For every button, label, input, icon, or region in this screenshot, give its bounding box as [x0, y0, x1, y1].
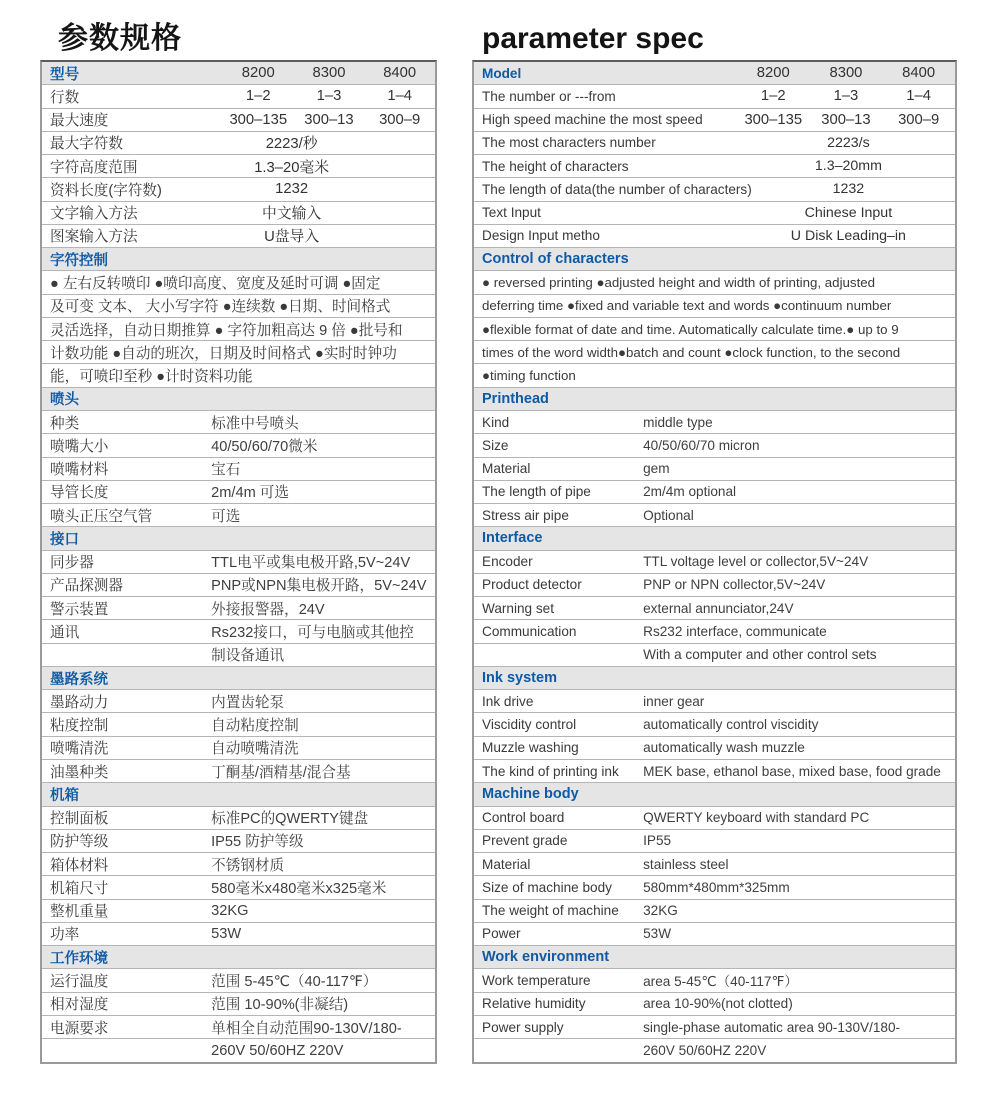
table-row	[474, 969, 955, 992]
row-value: Rs232接口，可与电脑或其他控	[211, 625, 414, 641]
section-title: Printhead	[482, 390, 549, 407]
table-row	[474, 551, 955, 574]
row-value: 单相全自动范围90-130V/180-	[211, 1020, 402, 1037]
model-value: 300–135	[744, 111, 803, 128]
row-label: 粘度控制	[50, 718, 109, 735]
table-row	[474, 271, 955, 294]
section-title: 接口	[50, 531, 79, 548]
row-value: automatically control viscidity	[643, 717, 819, 733]
row-value: Chinese Input	[804, 204, 893, 221]
row-label: 文字输入方法	[50, 206, 138, 223]
table-row	[474, 318, 955, 341]
row-value: single-phase automatic area 90-130V/180-	[643, 1019, 901, 1035]
table-row	[42, 364, 435, 387]
row-label: 通讯	[50, 625, 80, 641]
row-label: Material	[482, 461, 531, 477]
section-header-row	[42, 388, 435, 411]
table-row	[42, 830, 435, 853]
row-value: automatically wash muzzle	[643, 740, 805, 756]
row-value: TTL voltage level or collector,5V~24V	[643, 554, 869, 570]
table-row	[474, 900, 955, 923]
table-row	[474, 178, 955, 201]
table-row	[474, 597, 955, 620]
row-label: Relative humidity	[482, 996, 586, 1012]
row-value: 1.3–20毫米	[254, 159, 330, 176]
row-label: 产品探测器	[50, 578, 123, 595]
row-label: 电源要求	[50, 1020, 109, 1037]
table-row	[474, 434, 955, 457]
row-value: 标准PC的QWERTY键盘	[211, 811, 369, 828]
table-row	[474, 760, 955, 783]
row-label: Product detector	[482, 577, 582, 593]
table-row	[42, 644, 435, 667]
row-value: 制设备通讯	[211, 648, 285, 665]
feature-text: ● 左右反转喷印 ●喷印高度、宽度及延时可调 ●固定	[50, 276, 381, 293]
row-label: Ink drive	[482, 693, 534, 709]
row-value: 260V 50/60HZ 220V	[211, 1042, 344, 1059]
row-label: 控制面板	[50, 811, 109, 828]
row-label: 资料长度(字符数)	[50, 182, 162, 199]
row-value: 580毫米x480毫米x325毫米	[211, 880, 387, 897]
table-row	[474, 62, 955, 85]
row-value: 宝石	[211, 462, 241, 479]
row-value: 40/50/60/70微米	[211, 438, 318, 455]
model-value: 8400	[383, 65, 417, 82]
section-header-row	[42, 527, 435, 550]
row-label: 相对湿度	[50, 997, 109, 1014]
row-value: TTL电平或集电极开路,5V~24V	[211, 555, 411, 572]
row-label: Communication	[482, 624, 577, 639]
table-row	[474, 830, 955, 853]
feature-text: 灵活选择，自动日期推算 ● 字符加粗高达 9 倍 ●批号和	[50, 322, 403, 339]
feature-text: 计数功能 ●自动的班次，日期及时间格式 ●实时时钟功	[50, 345, 397, 362]
row-value: 标准中号喷头	[211, 415, 299, 432]
feature-text: ●flexible format of date and time. Automatically calculate time.● up to 9	[482, 321, 899, 337]
feature-text: ●timing function	[482, 368, 576, 384]
table-row	[474, 713, 955, 736]
model-value: 8300	[312, 65, 346, 82]
row-value: 1232	[832, 181, 865, 198]
table-row	[42, 271, 435, 294]
row-label: Design Input metho	[482, 228, 600, 244]
section-title: Ink system	[482, 670, 557, 687]
section-header-row	[474, 388, 955, 411]
row-value: 中文输入	[262, 206, 322, 223]
row-label: 油墨种类	[50, 764, 109, 781]
row-label: 警示装置	[50, 601, 109, 618]
table-row	[42, 1016, 435, 1039]
table-row	[42, 481, 435, 504]
english-spec-column	[472, 22, 957, 1064]
table-row	[474, 1016, 955, 1039]
table-row	[474, 807, 955, 830]
table-row	[42, 109, 435, 132]
chinese-spec-table	[40, 60, 437, 1064]
table-row	[474, 295, 955, 318]
row-value: 范围 10-90%(非凝结)	[211, 997, 349, 1014]
row-label: 同步器	[50, 555, 94, 572]
model-value: 1–3	[833, 88, 859, 105]
section-header-row	[42, 248, 435, 271]
row-value: IP55	[643, 833, 672, 849]
row-label: The most characters number	[482, 135, 656, 151]
section-title: 工作环境	[50, 950, 108, 967]
table-row	[42, 178, 435, 201]
section-header-row	[474, 248, 955, 271]
section-title: Control of characters	[482, 251, 629, 268]
row-label: The weight of machine	[482, 903, 619, 919]
row-label: Viscidity control	[482, 717, 577, 733]
row-label: 机箱尺寸	[50, 880, 109, 897]
row-label: Stress air pipe	[482, 507, 569, 523]
table-row	[42, 1039, 435, 1062]
row-value: 自动粘度控制	[211, 718, 299, 735]
row-label: Muzzle washing	[482, 740, 579, 756]
row-label: 字符高度范围	[50, 159, 138, 176]
feature-text: ● reversed printing ●adjusted height and width of printing, adjusted	[482, 275, 876, 291]
row-label: 整机重量	[50, 904, 109, 921]
feature-text: 能，可喷印至秒 ●计时资料功能	[50, 369, 253, 386]
section-title: Machine body	[482, 786, 579, 803]
table-row	[42, 853, 435, 876]
table-row	[42, 713, 435, 736]
row-label: Size	[482, 437, 509, 453]
row-value: IP55 防护等级	[211, 834, 304, 851]
table-row	[42, 295, 435, 318]
model-value: 300–9	[898, 111, 940, 128]
row-label: Warning set	[482, 600, 555, 616]
row-value: 可选	[211, 508, 241, 525]
row-label: 最大速度	[50, 113, 109, 130]
row-label: 喷嘴大小	[50, 438, 109, 455]
row-label: 喷嘴材料	[50, 462, 109, 479]
row-label: 防护等级	[50, 834, 109, 851]
feature-text: times of the word width●batch and count ●clock function, to the second	[482, 344, 901, 360]
row-value: 32KG	[211, 902, 249, 919]
table-row	[474, 155, 955, 178]
table-row	[474, 690, 955, 713]
row-label: 箱体材料	[50, 857, 109, 874]
table-row	[42, 807, 435, 830]
table-row	[474, 644, 955, 667]
section-header-row	[42, 667, 435, 690]
row-value: external annunciator,24V	[643, 600, 794, 616]
table-row	[474, 109, 955, 132]
section-title: 字符控制	[50, 252, 108, 269]
table-row	[42, 504, 435, 527]
row-value: 2223/秒	[265, 136, 318, 153]
table-row	[474, 574, 955, 597]
table-row	[42, 85, 435, 108]
section-title: Work environment	[482, 949, 610, 966]
section-title: 机箱	[50, 787, 79, 804]
table-row	[42, 202, 435, 225]
english-spec-table	[472, 60, 957, 1064]
row-value: PNP或NPN集电极开路，5V~24V	[211, 578, 427, 595]
section-title: 墨路系统	[50, 671, 108, 688]
table-row	[42, 411, 435, 434]
model-value: 300–9	[379, 111, 421, 128]
table-row	[474, 225, 955, 248]
table-row	[42, 993, 435, 1016]
model-value: 1–3	[316, 88, 342, 105]
section-header-row	[42, 783, 435, 806]
row-label: Model	[482, 65, 522, 81]
row-label: 喷头正压空气管	[50, 508, 153, 525]
table-row	[474, 411, 955, 434]
row-value: 2m/4m 可选	[211, 485, 289, 502]
row-value: 1232	[275, 181, 309, 198]
row-value: 范围 5-45℃（40-117℉）	[211, 973, 378, 990]
row-label: 型号	[50, 66, 80, 83]
row-label: 导管长度	[50, 485, 109, 502]
table-row	[42, 690, 435, 713]
table-row	[474, 341, 955, 364]
table-row	[42, 341, 435, 364]
table-row	[42, 155, 435, 178]
row-value: area 5-45℃（40-117℉）	[643, 974, 799, 990]
row-value: U Disk Leading–in	[790, 227, 906, 244]
table-row	[474, 620, 955, 643]
row-label: 最大字符数	[50, 136, 123, 153]
row-value: gem	[643, 461, 670, 477]
row-value: 53W	[643, 926, 672, 942]
row-value: 580mm*480mm*325mm	[643, 879, 790, 895]
row-value: 32KG	[643, 903, 678, 919]
section-header-row	[474, 527, 955, 550]
model-value: 8400	[902, 65, 936, 82]
model-value: 1–2	[245, 88, 271, 105]
table-row	[474, 923, 955, 946]
row-value: 2m/4m optional	[643, 484, 737, 500]
section-title: Interface	[482, 530, 543, 547]
row-label: 行数	[50, 89, 80, 106]
row-label: High speed machine the most speed	[482, 112, 703, 128]
page-title-english: parameter spec	[482, 22, 704, 55]
row-value: 外接报警器，24V	[211, 601, 325, 618]
row-label: The kind of printing ink	[482, 763, 619, 779]
row-label: Work temperature	[482, 972, 591, 988]
table-row	[474, 85, 955, 108]
section-header-row	[474, 783, 955, 806]
row-value: area 10-90%(not clotted)	[643, 996, 793, 1012]
model-value: 300–135	[229, 111, 288, 128]
section-header-row	[42, 946, 435, 969]
table-row	[42, 225, 435, 248]
row-label: 种类	[50, 415, 80, 432]
table-row	[42, 318, 435, 341]
model-value: 1–4	[906, 88, 931, 105]
table-row	[42, 132, 435, 155]
feature-text: deferring time ●fixed and variable text and words ●continuum number	[482, 298, 892, 314]
table-row	[42, 620, 435, 643]
section-header-row	[474, 667, 955, 690]
model-value: 300–13	[304, 111, 354, 128]
row-value: 1.3–20mm	[814, 158, 882, 175]
row-value: 40/50/60/70 micron	[643, 437, 760, 453]
model-value: 300–13	[821, 111, 871, 128]
row-label: The height of characters	[482, 158, 629, 174]
table-row	[474, 132, 955, 155]
row-value: middle type	[643, 414, 713, 430]
row-value: 260V 50/60HZ 220V	[643, 1043, 767, 1059]
row-value: 2223/s	[827, 134, 870, 151]
table-row	[474, 993, 955, 1016]
row-label: Power supply	[482, 1019, 564, 1035]
table-row	[42, 876, 435, 899]
model-value: 8200	[756, 65, 790, 82]
row-label: 墨路动力	[50, 694, 109, 711]
table-row	[474, 1039, 955, 1062]
table-row	[474, 202, 955, 225]
table-row	[474, 364, 955, 387]
table-row	[42, 737, 435, 760]
row-value: MEK base, ethanol base, mixed base, food grade	[643, 763, 941, 779]
row-label: Text Input	[482, 205, 541, 221]
row-value: QWERTY keyboard with standard PC	[643, 810, 870, 826]
table-row	[42, 434, 435, 457]
model-value: 1–2	[760, 88, 786, 105]
row-value: 丁酮基/酒精基/混合基	[211, 764, 351, 781]
row-label: 功率	[50, 927, 80, 944]
table-row	[474, 737, 955, 760]
row-value: With a computer and other control sets	[643, 647, 877, 663]
table-row	[42, 574, 435, 597]
table-row	[474, 853, 955, 876]
model-value: 8200	[241, 65, 275, 82]
feature-text: 及可变 文本、 大小写字符 ●连续数 ●日期、时间格式	[50, 299, 391, 316]
model-value: 1–4	[387, 88, 413, 105]
row-value: 53W	[211, 925, 242, 942]
row-value: 内置齿轮泵	[211, 694, 285, 711]
row-label: Kind	[482, 414, 510, 430]
row-label: Encoder	[482, 554, 533, 570]
section-title: 喷头	[50, 392, 79, 409]
table-row	[474, 504, 955, 527]
table-row	[42, 597, 435, 620]
row-value: 不锈钢材质	[211, 857, 285, 874]
table-row	[474, 481, 955, 504]
row-value: 自动喷嘴清洗	[211, 741, 299, 758]
table-row	[42, 900, 435, 923]
row-value: Optional	[643, 507, 694, 523]
row-value: Rs232 interface, communicate	[643, 624, 827, 639]
row-value: stainless steel	[643, 856, 729, 872]
row-label: 图案输入方法	[50, 229, 138, 246]
row-label: Control board	[482, 810, 565, 826]
chinese-spec-column	[40, 22, 437, 1064]
table-row	[474, 876, 955, 899]
row-label: 喷嘴清洗	[50, 741, 109, 758]
model-value: 8300	[829, 65, 863, 82]
page-title-chinese: 参数规格	[58, 22, 182, 55]
table-row	[42, 62, 435, 85]
row-label: The length of data(the number of characters)	[482, 181, 752, 197]
row-label: Power	[482, 926, 521, 942]
row-value: inner gear	[643, 693, 705, 709]
row-label: The length of pipe	[482, 484, 591, 500]
table-row	[42, 760, 435, 783]
table-row	[42, 969, 435, 992]
table-row	[42, 458, 435, 481]
row-label: Size of machine body	[482, 879, 612, 895]
row-label: Prevent grade	[482, 833, 568, 849]
row-value: U盘导入	[264, 229, 320, 246]
row-value: PNP or NPN collector,5V~24V	[643, 577, 826, 593]
row-label: 运行温度	[50, 973, 109, 990]
table-row	[474, 458, 955, 481]
row-label: Material	[482, 856, 531, 872]
section-header-row	[474, 946, 955, 969]
table-row	[42, 551, 435, 574]
table-row	[42, 923, 435, 946]
row-label: The number or ---from	[482, 88, 616, 104]
